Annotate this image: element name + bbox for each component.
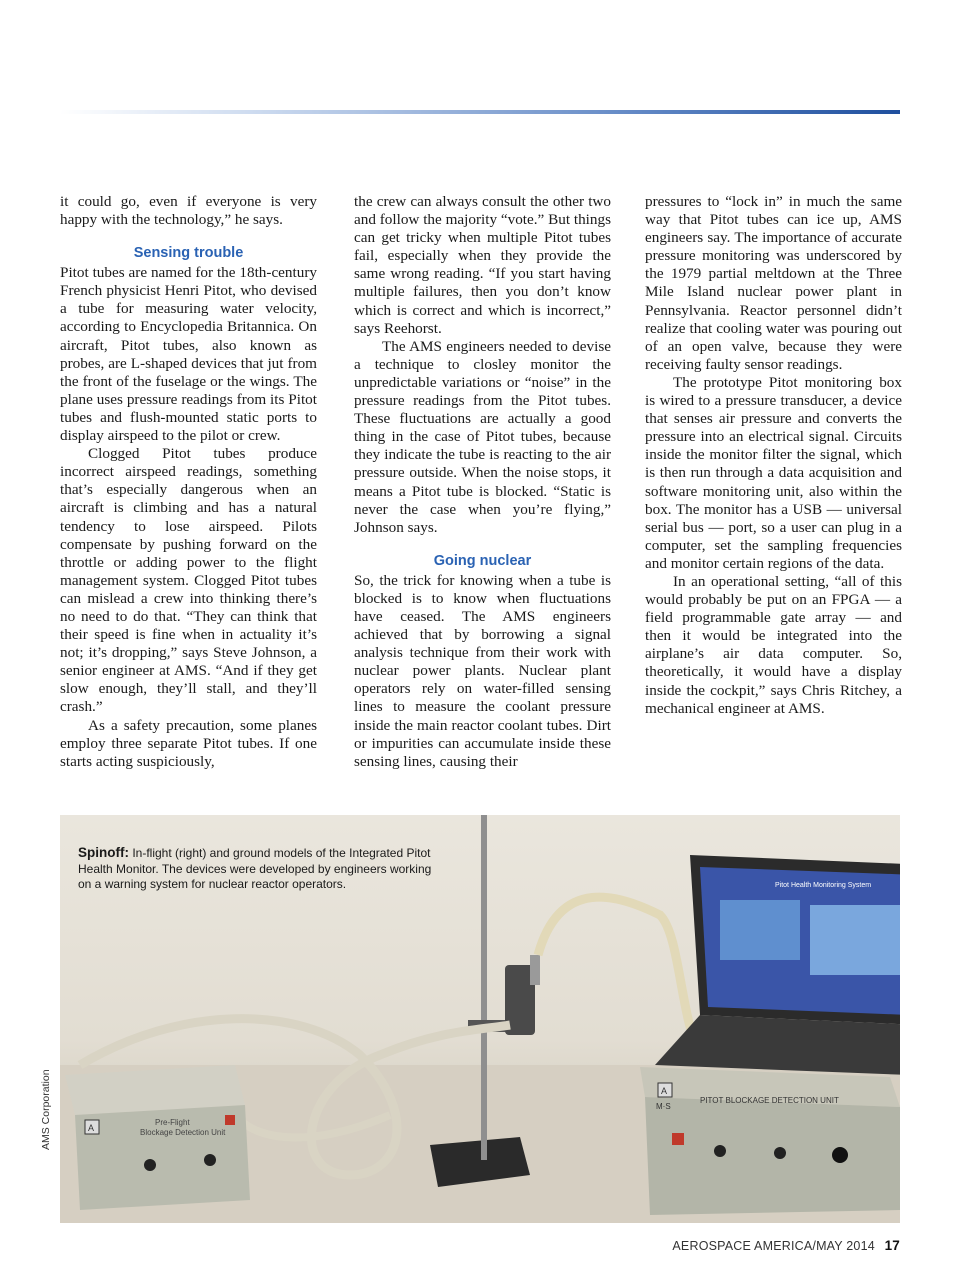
equipment-photo	[60, 815, 900, 1223]
paragraph: Pitot tubes are named for the 18th-century French physicist Henri Pitot, who devised a tube for measuring water velocity, according to Encyclopedia Britannica. On aircraft, Pitot tubes, also known as probes, are L-shaped devices that jut from the front of the fuselage or the wings. The plane uses pressure readings from its Pitot tubes and flush-mounted static ports to display airspeed to the pilot or crew.	[60, 264, 317, 445]
section-heading-going-nuclear: Going nuclear	[433, 552, 532, 569]
header-rule	[60, 110, 900, 114]
small-unit-label-2: Blockage Detection Unit	[140, 1128, 226, 1137]
large-unit-logo-a: A	[661, 1086, 668, 1096]
text-column-1	[60, 193, 317, 771]
caption-lead: Spinoff:	[78, 845, 129, 860]
paragraph: The AMS engineers needed to devise a technique to closley monitor the unpredictable variations or “noise” in the pressure readings from the Pitot tubes. These fluctuations are actually a good thing in the case of Pitot tubes, because they indicate the tube is reacting to the air pressure outside. When the noise stops, it means a Pitot tube is blocked. “Static is never the case when you’re flying,” Johnson says.	[354, 337, 611, 536]
photo-credit: AMS Corporation	[40, 1069, 52, 1150]
paragraph: pressures to “lock in” in much the same way that Pitot tubes can ice up, AMS engineers say. The importance of accurate pressure monitoring was underscored by the 1979 partial meltdown at the Three Mile Island nuclear power plant in Pennsylvania. Reactor personnel didn’t realize that cooling water was pouring out of an open valve, because they were receiving faulty sensor readings.	[645, 193, 902, 373]
hose-to-laptop	[538, 897, 700, 1055]
stand-rod	[481, 815, 487, 1160]
text-column-2	[354, 193, 611, 771]
text-column-3	[645, 193, 902, 718]
section-heading-sensing-trouble: Sensing trouble	[133, 245, 244, 262]
paragraph: As a safety precaution, some planes employ three separate Pitot tubes. If one starts acting suspiciously,	[60, 716, 317, 770]
paragraph: In an operational setting, “all of this would probably be put on an FPGA — a field programmable gate array — and then it would be integrated into the airplane’s air data computer. So, theoretically, it would have a display inside the cockpit,” says Chris Ritchey, a mechanical engineer at AMS.	[645, 572, 902, 717]
large-unit-label: PITOT BLOCKAGE DETECTION UNIT	[700, 1096, 839, 1105]
large-unit-body	[645, 1097, 900, 1215]
page-number: 17	[884, 1238, 900, 1253]
publication-name: AEROSPACE AMERICA/MAY 2014	[672, 1239, 875, 1253]
small-unit-label-1: Pre-Flight	[155, 1118, 190, 1127]
photo-caption	[78, 845, 438, 893]
paragraph: The prototype Pitot monitoring box is wired to a pressure transducer, a device that senses air pressure and converts the pressure into an electrical signal. Circuits inside the monitor filter the signal, which is then run through a data acquisition and software monitoring unit, also within the box. The monitor has a USB — universal serial bus — port, so a user can plug in a computer, set the sampling frequencies and monitor certain regions of the data.	[645, 373, 902, 572]
large-unit-logo-ms: M·S	[656, 1102, 671, 1111]
screen-title: Pitot Health Monitoring System	[775, 882, 872, 889]
page-footer	[672, 1238, 900, 1253]
paragraph: it could go, even if everyone is very happy with the technology,” he says.	[60, 193, 317, 229]
paragraph: Clogged Pitot tubes produce incorrect airspeed readings, something that’s especially dangerous when an aircraft is climbing and has a natural tendency to lose airspeed. Pilots compensate by pushing forward on the throttle or adding power to the flight management system. Clogged Pitot tubes can mislead a crew into thinking there’s no need to do that. “They can think that their speed is fine when in actuality it’s not; it’s dropping,” says Steve Johnson, a senior engineer at AMS. “And if they get slow enough, they’ll stall, and they’ll crash.”	[60, 445, 317, 716]
small-unit-logo: A	[88, 1123, 95, 1133]
paragraph: the crew can always consult the other two and follow the majority “vote.” But things can get tricky when multiple Pitot tubes fail, especially when they provide the same wrong reading. “If you start having multiple failures, then you don’t know which is correct and which is incorrect,” says Reehorst.	[354, 193, 611, 337]
caption-text: In-flight (right) and ground models of the Integrated Pitot Health Monitor. The devices were developed by engineers working on a warning system for nuclear reactor operators.	[78, 846, 432, 891]
paragraph: So, the trick for knowing when a tube is blocked is to know when fluctuations have ceased. The AMS engineers achieved that by borrowing a signal analysis technique from their work with nuclear power plants. Nuclear plant operators rely on water-filled sensing lines to measure the coolant pressure inside the main reactor coolant tubes. Dirt or impurities can accumulate inside these sensing lines, causing their	[354, 571, 611, 770]
